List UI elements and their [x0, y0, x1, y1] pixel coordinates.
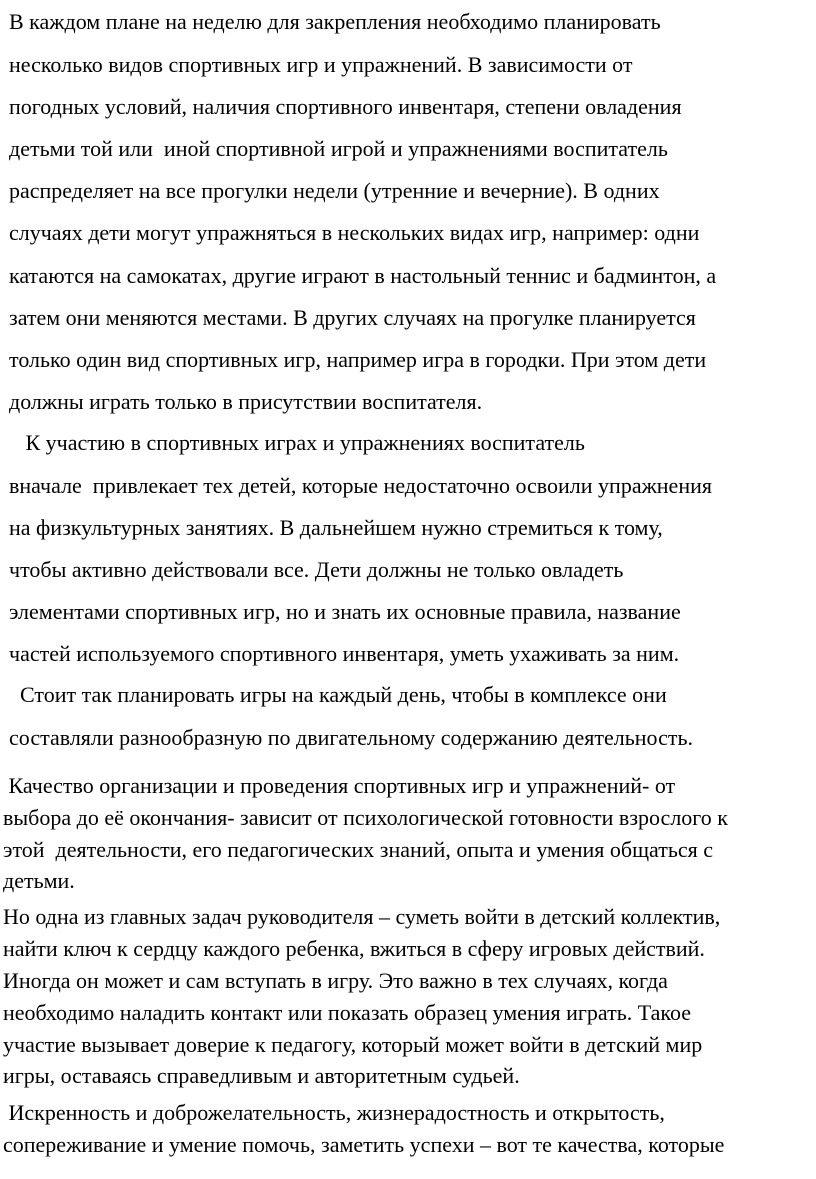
text-line: Но одна из главных задач руководителя – суметь войти в детский коллектив,: [3, 904, 721, 929]
text-line: вначале привлекает тех детей, которые недостаточно освоили упражнения: [9, 473, 712, 498]
text-line: Иногда он может и сам вступать в игру. Это важно в тех случаях, когда: [3, 968, 668, 993]
text-line: выбора до её окончания- зависит от психологической готовности взрослого к: [3, 805, 728, 830]
text-line: несколько видов спортивных игр и упражнений. В зависимости от: [9, 52, 633, 77]
text-line: игры, оставаясь справедливым и авторитетным судьей.: [3, 1063, 520, 1088]
text-line: необходимо наладить контакт или показать образец умения играть. Такое: [3, 1000, 692, 1025]
text-line: детьми той или иной спортивной игрой и упражнениями воспитатель: [9, 136, 668, 161]
text-line: Качество организации и проведения спортивных игр и упражнений- от: [3, 773, 676, 798]
text-line: этой деятельности, его педагогических знаний, опыта и умения общаться с: [3, 837, 714, 862]
text-line: Стоит так планировать игры на каждый день, чтобы в комплексе они: [9, 682, 667, 707]
text-line: чтобы активно действовали все. Дети должны не только овладеть: [9, 557, 624, 582]
text-line: участие вызывает доверие к педагогу, который может войти в детский мир: [3, 1032, 703, 1057]
text-line: на физкультурных занятиях. В дальнейшем нужно стремиться к тому,: [9, 515, 663, 540]
text-line: должны играть только в присутствии воспитателя.: [9, 389, 483, 414]
text-line: затем они меняются местами. В других случаях на прогулке планируется: [9, 305, 696, 330]
text-line: элементами спортивных игр, но и знать их основные правила, название: [9, 599, 681, 624]
text-line: распределяет на все прогулки недели (утренние и вечерние). В одних: [9, 178, 660, 203]
text-line: найти ключ к сердцу каждого ребенка, вжиться в сферу игровых действий.: [3, 936, 705, 961]
text-line: Искренность и доброжелательность, жизнерадостность и открытость,: [3, 1100, 665, 1125]
text-line: сопереживание и умение помочь, заметить успехи – вот те качества, которые: [3, 1132, 725, 1157]
text-line: В каждом плане на неделю для закрепления необходимо планировать: [9, 9, 661, 34]
text-line: только один вид спортивных игр, например игра в городки. При этом дети: [9, 347, 707, 372]
text-line: К участию в спортивных играх и упражнениях воспитатель: [9, 430, 585, 455]
text-line: погодных условий, наличия спортивного инвентаря, степени овладения: [9, 94, 682, 119]
text-line: частей используемого спортивного инвентаря, уметь ухаживать за ним.: [9, 641, 680, 666]
text-line: случаях дети могут упражняться в нескольких видах игр, например: одни: [9, 220, 700, 245]
text-line: катаются на самокатах, другие играют в настольный теннис и бадминтон, а: [9, 263, 717, 288]
text-line: детьми.: [3, 868, 75, 893]
text-line: составляли разнообразную по двигательному содержанию деятельность.: [9, 725, 694, 750]
